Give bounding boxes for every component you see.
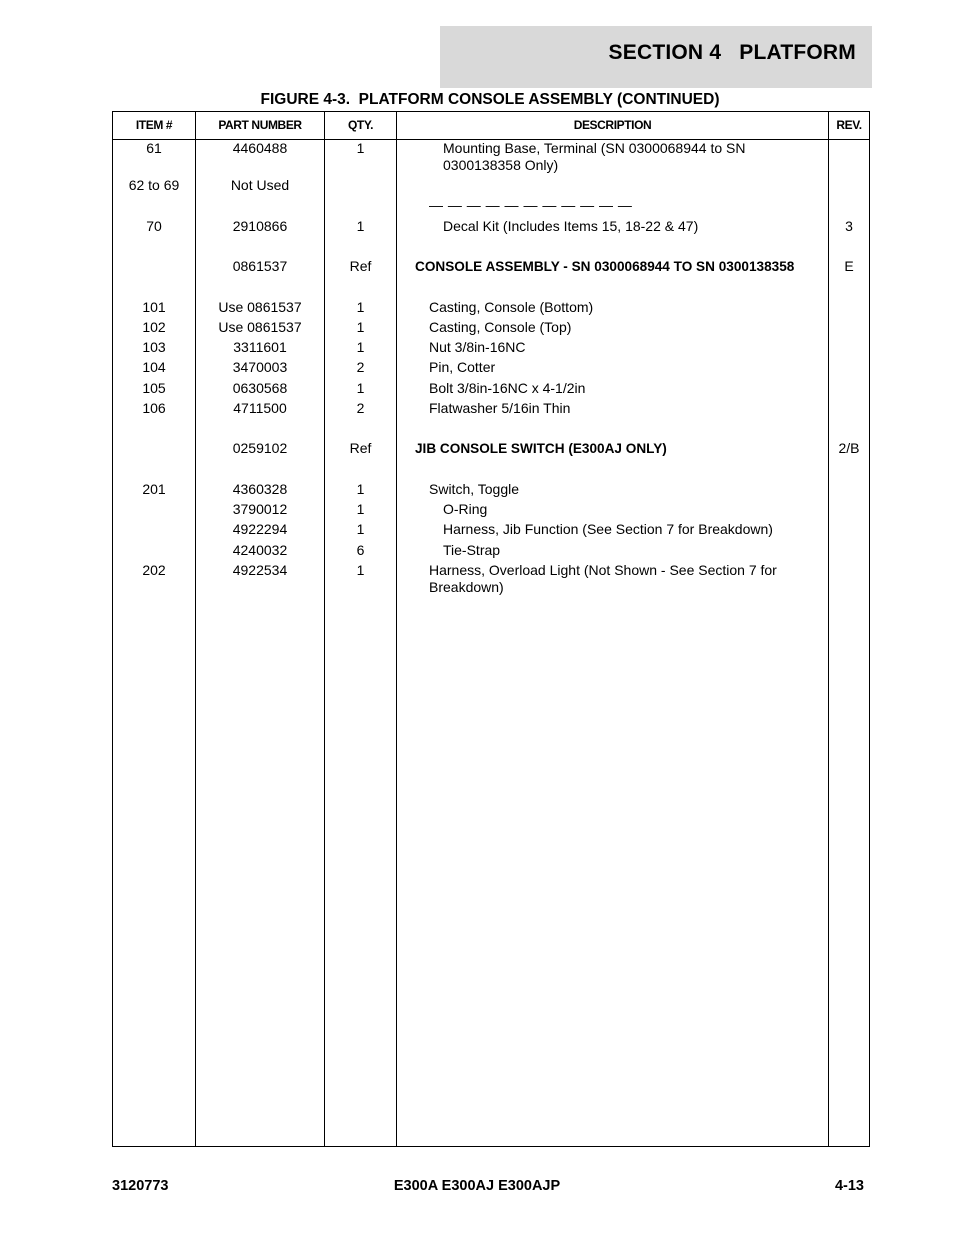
cell-part-number: Use 0861537 — [218, 299, 302, 315]
assembly-heading: CONSOLE ASSEMBLY - SN 0300068944 TO SN 0300138358 — [415, 259, 795, 274]
cell-part-number: 3790012 — [232, 501, 288, 517]
cell-qty: Ref — [349, 258, 372, 274]
cell-description: Switch, Toggle — [429, 481, 520, 497]
cell-qty: 1 — [356, 218, 365, 234]
cell-item: 61 — [146, 140, 162, 156]
assembly-heading: JIB CONSOLE SWITCH (E300AJ ONLY) — [415, 441, 667, 456]
cell-item: 201 — [142, 481, 166, 497]
cell-item: 102 — [142, 319, 166, 335]
cell-item: 101 — [142, 299, 166, 315]
cell-part-number: 0630568 — [232, 380, 288, 396]
column-header-description: DESCRIPTION — [573, 118, 652, 132]
cell-qty: 1 — [356, 319, 365, 335]
cell-qty: 1 — [356, 562, 365, 578]
column-divider — [396, 112, 397, 1146]
cell-qty: 1 — [356, 339, 365, 355]
cell-qty: 1 — [356, 140, 365, 156]
cell-description: Casting, Console (Bottom) — [429, 299, 594, 315]
footer-models: E300A E300AJ E300AJP — [393, 1178, 561, 1194]
column-header-item: ITEM # — [135, 118, 173, 132]
cell-description: Harness, Jib Function (See Section 7 for Breakdown) — [443, 521, 773, 537]
parts-table — [112, 111, 870, 1147]
column-header-rev: REV. — [836, 118, 862, 132]
cell-description: Bolt 3/8in-16NC x 4-1/2in — [429, 380, 586, 396]
cell-item: 70 — [146, 218, 162, 234]
cell-qty: 1 — [356, 521, 365, 537]
cell-description: Flatwasher 5/16in Thin — [429, 400, 571, 416]
column-header-qty: QTY. — [347, 118, 374, 132]
cell-part-number: 0861537 — [232, 258, 288, 274]
cell-description: Decal Kit (Includes Items 15, 18-22 & 47) — [443, 218, 699, 234]
cell-rev: 3 — [845, 218, 853, 234]
cell-description: Tie-Strap — [443, 542, 501, 558]
cell-part-number: 3470003 — [232, 359, 288, 375]
cell-qty: 1 — [356, 481, 365, 497]
cell-part-number: 4460488 — [232, 140, 288, 156]
footer-page-number: 4-13 — [834, 1178, 864, 1194]
cell-qty: 2 — [356, 359, 365, 375]
cell-qty: 6 — [356, 542, 365, 558]
cell-item: 202 — [142, 562, 166, 578]
cell-qty: 1 — [356, 380, 365, 396]
section-header-band — [440, 26, 872, 88]
cell-item: 106 — [142, 400, 166, 416]
cell-part-number: 4922534 — [232, 562, 288, 578]
cell-part-number: Use 0861537 — [218, 319, 302, 335]
dash-separator: — — — — — — — — — — — — [429, 197, 633, 213]
cell-part-number: 4711500 — [233, 400, 287, 416]
cell-item: 103 — [142, 339, 166, 355]
cell-description: Casting, Console (Top) — [429, 319, 572, 335]
section-title: SECTION 4 PLATFORM — [608, 41, 856, 64]
cell-description: O-Ring — [443, 501, 488, 517]
cell-part-number: Not Used — [230, 177, 290, 193]
cell-part-number: 4360328 — [232, 481, 288, 497]
cell-qty: Ref — [349, 440, 372, 456]
cell-description: Harness, Overload Light (Not Shown - See Section 7 for Breakdown) — [429, 562, 777, 595]
cell-part-number: 2910866 — [232, 218, 288, 234]
cell-description: Nut 3/8in-16NC — [429, 339, 526, 355]
cell-item: 62 to 69 — [128, 177, 180, 193]
figure-title: FIGURE 4-3. PLATFORM CONSOLE ASSEMBLY (CONTINUED) — [260, 91, 720, 108]
cell-part-number: 3311601 — [233, 339, 287, 355]
cell-item: 105 — [142, 380, 166, 396]
cell-part-number: 0259102 — [232, 440, 288, 456]
cell-rev: E — [844, 258, 854, 274]
cell-rev: 2/B — [838, 440, 860, 456]
column-header-part-number: PART NUMBER — [218, 118, 302, 132]
footer-doc-number: 3120773 — [112, 1178, 169, 1194]
cell-description: Mounting Base, Terminal (SN 0300068944 to SN 0300138358 Only) — [443, 140, 746, 173]
cell-description: Pin, Cotter — [429, 359, 496, 375]
cell-part-number: 4922294 — [232, 521, 288, 537]
cell-qty: 1 — [356, 501, 365, 517]
cell-item: 104 — [142, 359, 166, 375]
cell-qty: 1 — [356, 299, 365, 315]
cell-qty: 2 — [356, 400, 365, 416]
cell-part-number: 4240032 — [232, 542, 288, 558]
